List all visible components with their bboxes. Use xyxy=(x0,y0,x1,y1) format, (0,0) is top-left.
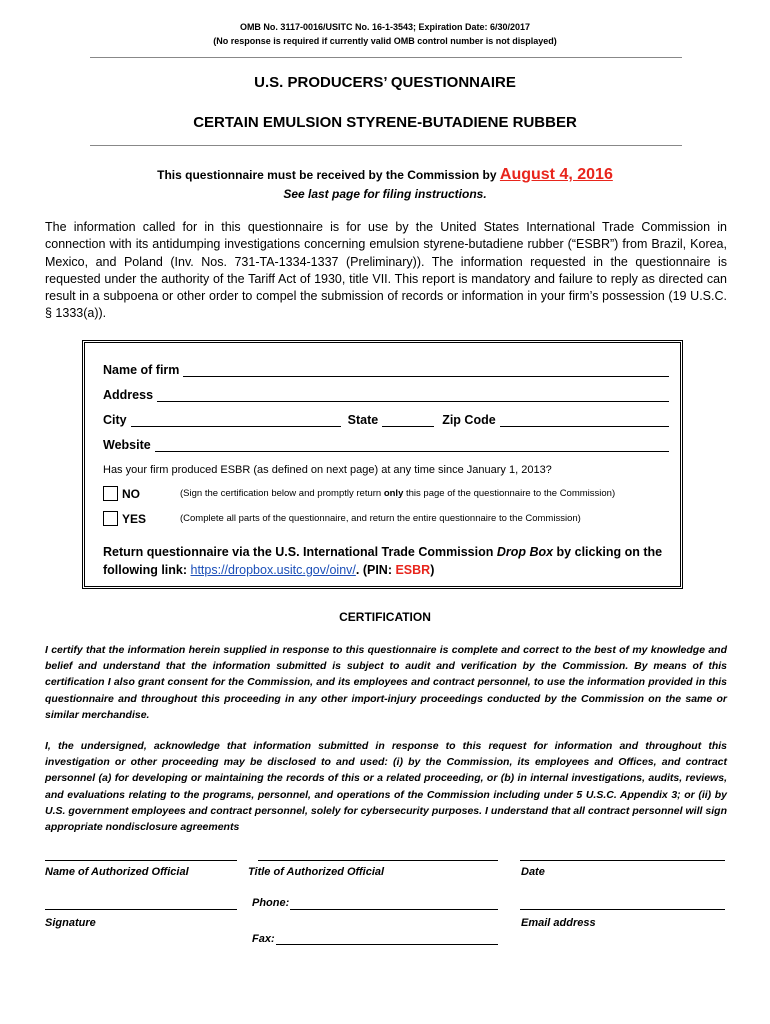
deadline-line xyxy=(0,166,770,184)
yes-option[interactable] xyxy=(103,511,581,526)
city-line[interactable] xyxy=(131,414,341,427)
no-checkbox[interactable] xyxy=(103,486,118,501)
pin-value: ESBR xyxy=(395,563,431,577)
omb-note: (No response is required if currently valid OMB control number is not displayed) xyxy=(213,36,557,46)
filing-instructions: See last page for filing instructions. xyxy=(283,187,487,201)
email-line[interactable] xyxy=(520,909,725,910)
firm-name-line[interactable] xyxy=(183,364,669,377)
intro-paragraph: The information called for in this questionnaire is for use by the United States International Trade Commission in connection with its antidumping investigations concerning emulsion styrene-butadiene rubber (“ESBR”) from Brazil, Korea, Mexico, and Poland (Inv. Nos. 731-TA-1334-1337 (Preliminary)). The information requested in the questionnaire is requested under the authority of the Tariff Act of 1930, title VII. This report is mandatory and failure to reply as directed can result in a subpoena or other order to compel the submission of records or information in your firm’s possession (19 U.S.C. § 1333(a)). xyxy=(45,220,727,321)
city-label: City xyxy=(103,413,127,427)
page-title: U.S. PRODUCERS’ QUESTIONNAIRE xyxy=(254,74,516,91)
official-name-label: Name of Authorized Official xyxy=(45,866,189,878)
phone-line[interactable] xyxy=(290,909,498,910)
phone-label: Phone: xyxy=(252,897,290,909)
address-field[interactable] xyxy=(103,388,669,402)
website-label: Website xyxy=(103,438,151,452)
firm-name-field[interactable] xyxy=(103,363,669,377)
certification-paragraph-1: I certify that the information herein supplied in response to this questionnaire is complete and correct to the best of my knowledge and belief and understand that the information submitted is subject to audit and verification by the Commission. By means of this certification I also grant consent for the Commission, and its employees and contract personnel, to use the information provided in this questionnaire and throughout this proceeding in any other import-injury proceedings conducted by the Commission on the same or similar merchandise. xyxy=(45,644,727,721)
city-state-zip-row xyxy=(103,413,669,427)
no-option[interactable] xyxy=(103,486,615,501)
address-line[interactable] xyxy=(157,389,669,402)
date-line[interactable] xyxy=(520,860,725,861)
deadline-date: August 4, 2016 xyxy=(499,166,613,183)
deadline-text: This questionnaire must be received by the Commission by xyxy=(157,168,497,182)
yes-checkbox[interactable] xyxy=(103,511,118,526)
fax-line[interactable] xyxy=(276,944,498,945)
omb-line: OMB No. 3117-0016/USITC No. 16-1-3543; Expiration Date: 6/30/2017 xyxy=(239,22,531,32)
dropbox-link[interactable]: https://dropbox.usitc.gov/oinv/ xyxy=(190,563,356,577)
website-field[interactable] xyxy=(103,438,669,452)
page-subtitle: CERTAIN EMULSION STYRENE-BUTADIENE RUBBER xyxy=(193,114,577,131)
state-line[interactable] xyxy=(382,414,434,427)
signature-line[interactable] xyxy=(45,909,237,910)
fax-label: Fax: xyxy=(252,933,275,945)
yes-note: (Complete all parts of the questionnaire, and return the entire questionnaire to the Commission) xyxy=(180,513,581,524)
date-label: Date xyxy=(521,866,545,878)
website-line[interactable] xyxy=(155,439,669,452)
no-label: NO xyxy=(122,486,140,501)
no-note: (Sign the certification below and promptly return only this page of the questionnaire to the Commission) xyxy=(180,488,616,499)
return-instructions: Return questionnaire via the U.S. International Trade Commission Drop Box by clicking on the following link: https://dropbox.usitc.gov/oinv/. (PIN: ESBR) xyxy=(103,545,663,577)
zip-line[interactable] xyxy=(500,414,669,427)
official-title-line[interactable] xyxy=(258,860,498,861)
address-label: Address xyxy=(103,388,154,402)
certification-heading: CERTIFICATION xyxy=(339,610,431,624)
state-label: State xyxy=(347,413,379,427)
signature-label: Signature xyxy=(45,917,96,929)
email-label: Email address xyxy=(521,917,596,929)
title-divider xyxy=(90,145,682,146)
esbr-question: Has your firm produced ESBR (as defined on next page) at any time since January 1, 2013? xyxy=(103,464,552,476)
firm-name-label: Name of firm xyxy=(103,363,180,377)
zip-label: Zip Code xyxy=(442,413,496,427)
top-divider xyxy=(90,57,682,58)
official-title-label: Title of Authorized Official xyxy=(248,866,385,878)
yes-label: YES xyxy=(122,511,147,526)
certification-paragraph-2: I, the undersigned, acknowledge that information submitted in response to this request for information and throughout this investigation or other proceeding may be disclosed to and used: (i) by the Commission, its employees and Offices, and contract personnel (a) for developing or maintaining the records of this or a related proceeding, or (b) in internal investigations, audits, reviews, and evaluations relating to the programs, personnel, and operations of the Commission including under 5 U.S.C. Appendix 3; or (ii) by U.S. government employees and contract personnel, solely for cybersecurity purposes. I understand that all contract personnel will sign appropriate nondisclosure agreements xyxy=(45,740,727,834)
official-name-line[interactable] xyxy=(45,860,237,861)
